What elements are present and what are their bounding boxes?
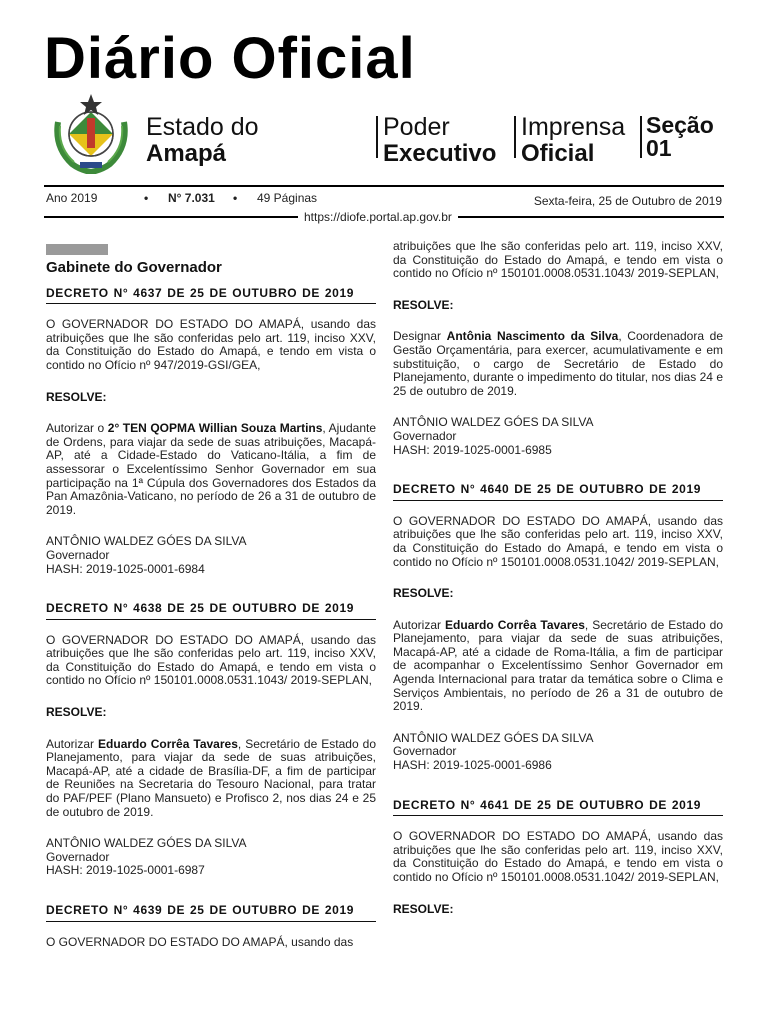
year: Ano 2019 (46, 191, 98, 205)
bullet: • (233, 191, 238, 205)
header-rule (44, 185, 724, 187)
decree-body: Autorizar Eduardo Corrêa Tavares, Secretário de Estado do Planejamento, para viajar da sede de suas atribuições, Macapá-AP, até a cidade de Brasília-DF, a fim de participar de Reuniões na Secretaria do Tesouro Nacional, para tratar do PAF/PEF (Plano Mansueto) e Profisco 2, nos dias 24 e 25 de outubro de 2019. (46, 736, 377, 819)
state-name: Estado do Amapá (146, 113, 259, 167)
decree-preamble: O GOVERNADOR DO ESTADO DO AMAPÁ, usando das atribuições que lhe são conferidas pelo art. 119, inciso XXV, da Constituição do Estado do Amapá, e tendo em vista o contido no Ofício nº 150101.0008.0531.1042/ 2019-SEPLAN, (393, 829, 723, 884)
decree-title: DECRETO N° 4638 DE 25 DE OUTUBRO DE 2019 (46, 602, 376, 620)
section-heading: Gabinete do Governador (46, 259, 222, 276)
newspaper-title: Diário Oficial (44, 26, 416, 91)
decree-preamble: atribuições que lhe são conferidas pelo art. 119, inciso XXV, da Constituição do Estado do Amapá, e tendo em vista o contido no Ofício nº 150101.0008.0531.1043/ 2019-SEPLAN, (393, 239, 723, 281)
decree-body: Autorizar Eduardo Corrêa Tavares, Secretário de Estado do Planejamento, para viajar da sede de suas atribuições, Macapá-AP, até a cidade de Roma-Itália, a fim de participar de acompanhar o Excelentíssimo Senhor Governador em Agenda Internacional para tratar da temática sobre o Clima e Serviços Ambientais, no período de 26 a 31 de outubro de 2019. (393, 617, 724, 714)
resolve-label: RESOLVE: (393, 901, 454, 916)
press-office: Imprensa Oficial (521, 113, 626, 167)
divider (640, 116, 642, 158)
signature: ANTÔNIO WALDEZ GÓES DA SILVA Governador HASH: 2019-1025-0001-6984 (46, 534, 247, 576)
section-marker (46, 244, 108, 255)
decree-title: DECRETO N° 4639 DE 25 DE OUTUBRO DE 2019 (46, 904, 376, 922)
divider (376, 116, 378, 158)
decree-preamble: O GOVERNADOR DO ESTADO DO AMAPÁ, usando das atribuições que lhe são conferidas pelo art. 119, inciso XXV, da Constituição do Estado do Amapá, e tendo em vista o contido no Ofício nº 150101.0008.0531.1042/ 2019-SEPLAN, (393, 513, 723, 569)
decree-preamble: O GOVERNADOR DO ESTADO DO AMAPÁ, usando das (46, 934, 354, 949)
issue-number: N° 7.031 (168, 191, 215, 205)
power-branch: Poder Executivo (383, 113, 497, 167)
portal-url[interactable]: https://diofe.portal.ap.gov.br (298, 210, 458, 224)
right-column (393, 240, 723, 916)
resolve-label: RESOLVE: (393, 297, 454, 312)
resolve-label: RESOLVE: (393, 586, 454, 601)
signature: ANTÔNIO WALDEZ GÓES DA SILVA Governador HASH: 2019-1025-0001-6987 (46, 836, 247, 878)
decree-title: DECRETO N° 4640 DE 25 DE OUTUBRO DE 2019 (393, 483, 723, 501)
decree-body: Designar Antônia Nascimento da Silva, Coordenadora de Gestão Orçamentária, para exercer, acumulativamente e em substituição, o cargo de Secretário de Estado do Planejamento, durante o impedimento do titular, nos dias 24 e 25 de outubro de 2019. (393, 329, 723, 398)
decree-title: DECRETO N° 4641 DE 25 DE OUTUBRO DE 2019 (393, 799, 723, 817)
divider (514, 116, 516, 158)
decree-body: Autorizar o 2° TEN QOPMA Willian Souza Martins, Ajudante de Ordens, para viajar da sede de suas atribuições, Macapá-AP, até a Cidade-Estado do Vaticano-Itália, a fim de assessorar o Excelentíssimo Senhor Governador em sua participação na 1ª Cúpula dos Governadores dos Estados da Pan Amazônia-Vaticano, no período de 26 a 31 de outubro de 2019. (46, 421, 377, 517)
decree-preamble: O GOVERNADOR DO ESTADO DO AMAPÁ, usando das atribuições que lhe são conferidas pelo art. 119, inciso XXV, da Constituição do Estado do Amapá, e tendo em vista o contido no Ofício nº 150101.0008.0531.1043/ 2019-SEPLAN, (46, 632, 376, 688)
left-column (46, 236, 376, 949)
decree-title: DECRETO N° 4637 DE 25 DE OUTUBRO DE 2019 (46, 287, 376, 305)
resolve-label: RESOLVE: (46, 705, 107, 720)
state-coat-of-arms-icon (50, 92, 132, 174)
issue-date: Sexta-feira, 25 de Outubro de 2019 (533, 194, 722, 208)
resolve-label: RESOLVE: (46, 389, 107, 404)
page-count: 49 Páginas (257, 191, 318, 205)
section-number: Seção 01 (646, 112, 714, 161)
signature: ANTÔNIO WALDEZ GÓES DA SILVA Governador HASH: 2019-1025-0001-6985 (393, 415, 594, 457)
bullet: • (144, 191, 149, 205)
signature: ANTÔNIO WALDEZ GÓES DA SILVA Governador HASH: 2019-1025-0001-6986 (393, 730, 594, 773)
decree-preamble: O GOVERNADOR DO ESTADO DO AMAPÁ, usando das atribuições que lhe são conferidas pelo art. 119, inciso XXV, da Constituição do Estado do Amapá, e tendo em vista o contido no Ofício nº 947/2019-GSI/GEA, (46, 317, 376, 372)
